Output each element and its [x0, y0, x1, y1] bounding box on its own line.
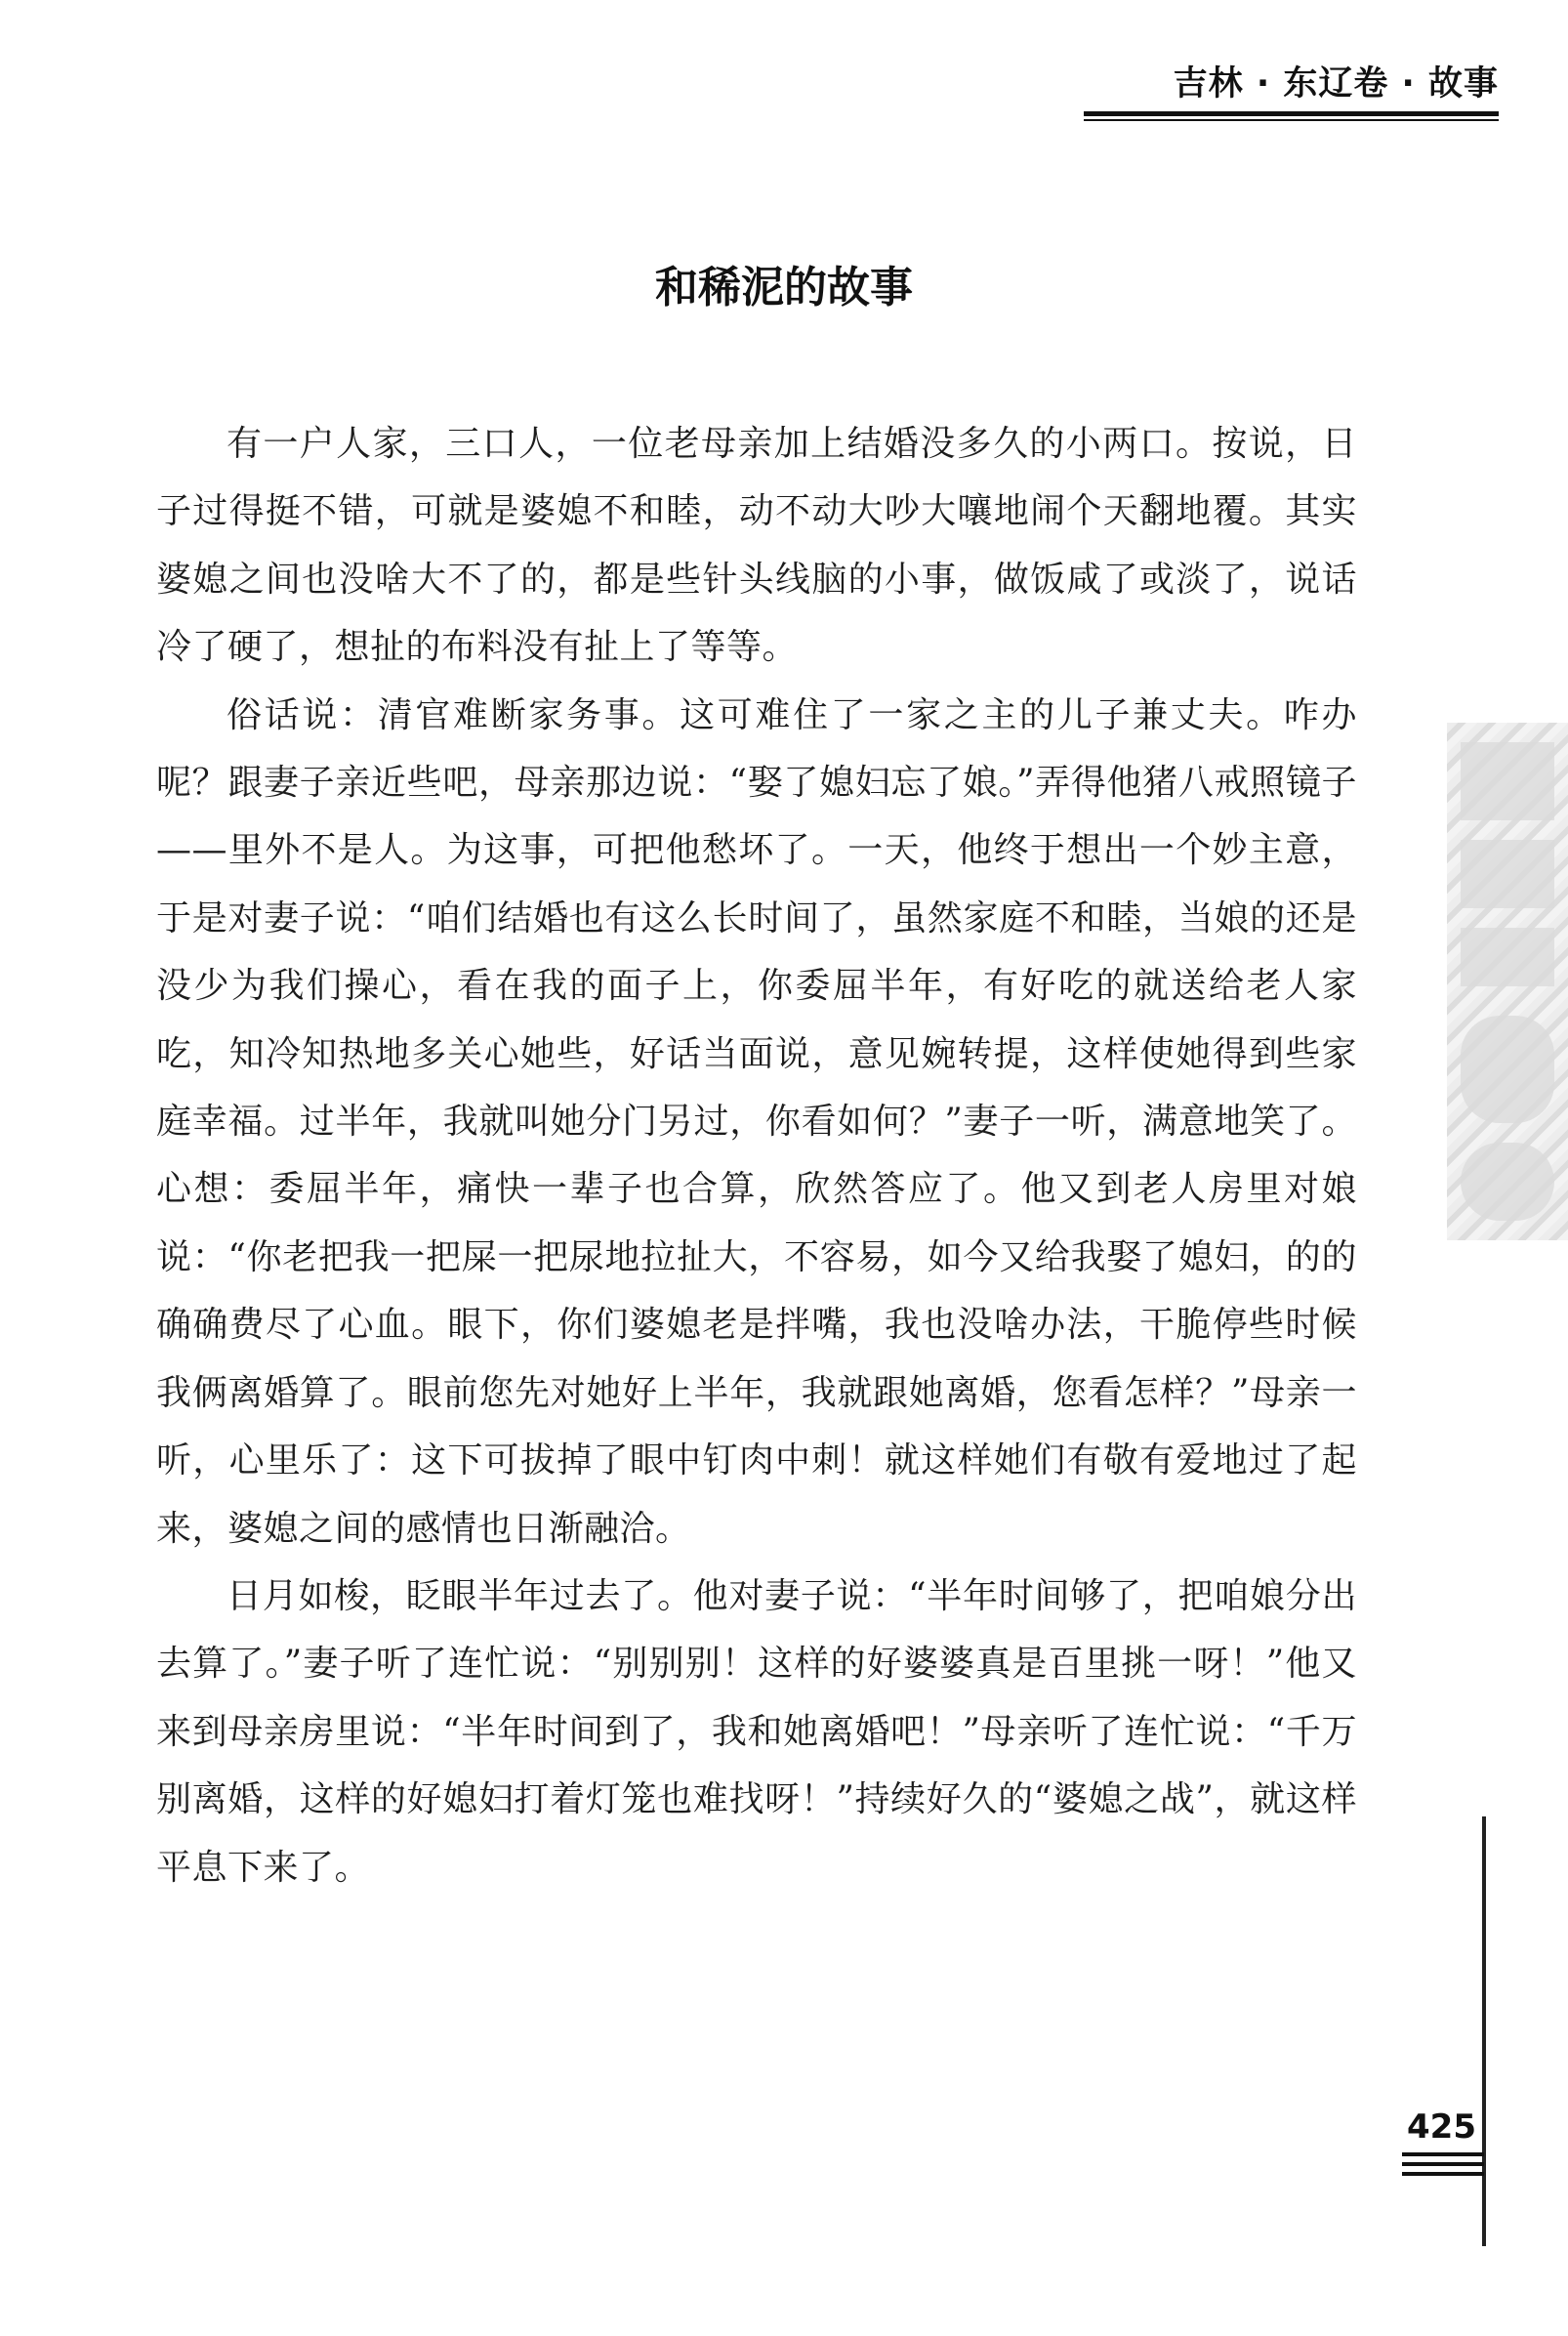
deco-block — [1461, 928, 1554, 986]
side-decoration-pattern — [1447, 723, 1568, 1240]
running-header — [1084, 61, 1499, 121]
story-body — [156, 410, 1357, 1901]
footer-rule — [1402, 2162, 1484, 2166]
header-rule-thin — [1084, 119, 1499, 121]
deco-block — [1461, 742, 1554, 820]
story-title: 和稀泥的故事 — [655, 263, 913, 313]
page-number: 425 — [1407, 2107, 1476, 2147]
paragraph: 日月如梭，眨眼半年过去了。他对妻子说：“半年时间够了，把咱娘分出去算了。”妻子听了连忙说：“别别别！这样的好婆婆真是百里挑一呀！”他又来到母亲房里说：“半年时间到了，我和她离婚吧！”母亲听了连忙说：“千万别离婚，这样的好媳妇打着灯笼也难找呀！”持续好久的“婆媳之战”，就这样平息下来了。 — [156, 1575, 1357, 1888]
paragraph: 有一户人家，三口人，一位老母亲加上结婚没多久的小两口。按说，日子过得挺不错，可就是婆媳不和睦，动不动大吵大嚷地闹个天翻地覆。其实婆媳之间也没啥大不了的，都是些针头线脑的小事，做饭咸了或淡了，说话冷了硬了，想扯的布料没有扯上了等等。 — [156, 424, 1357, 668]
deco-block — [1461, 1143, 1554, 1221]
footer-rule — [1402, 2152, 1484, 2156]
deco-block — [1461, 840, 1554, 908]
margin-rule — [1482, 1816, 1486, 2246]
running-header-title: 吉林 · 东辽卷 · 故事 — [1173, 64, 1499, 104]
paragraph: 俗话说：清官难断家务事。这可难住了一家之主的儿子兼丈夫。咋办呢？跟妻子亲近些吧，母亲那边说：“娶了媳妇忘了娘。”弄得他猪八戒照镜子——里外不是人。为这事，可把他愁坏了。一天，他终于想出一个妙主意，于是对妻子说：“咱们结婚也有这么长时间了，虽然家庭不和睦，当娘的还是没少为我们操心，看在我的面子上，你委屈半年，有好吃的就送给老人家吃，知冷知热地多关心她些，好话当面说，意见婉转提，这样使她得到些家庭幸福。过半年，我就叫她分门另过，你看如何？”妻子一听，满意地笑了。心想：委屈半年，痛快一辈子也合算，欣然答应了。他又到老人房里对娘说：“你老把我一把屎一把尿地拉扯大，不容易，如今又给我娶了媳妇，的的确确费尽了心血。眼下，你们婆媳老是拌嘴，我也没啥办法，干脆停些时候我俩离婚算了。眼前您先对她好上半年，我就跟她离婚，您看怎样？”母亲一听，心里乐了：这下可拔掉了眼中钉肉中刺！就这样她们有敬有爱地过了起来，婆媳之间的感情也日渐融洽。 — [156, 694, 1357, 1549]
deco-block — [1461, 1016, 1554, 1123]
header-rule — [1084, 111, 1499, 116]
footer-rule — [1402, 2172, 1484, 2176]
